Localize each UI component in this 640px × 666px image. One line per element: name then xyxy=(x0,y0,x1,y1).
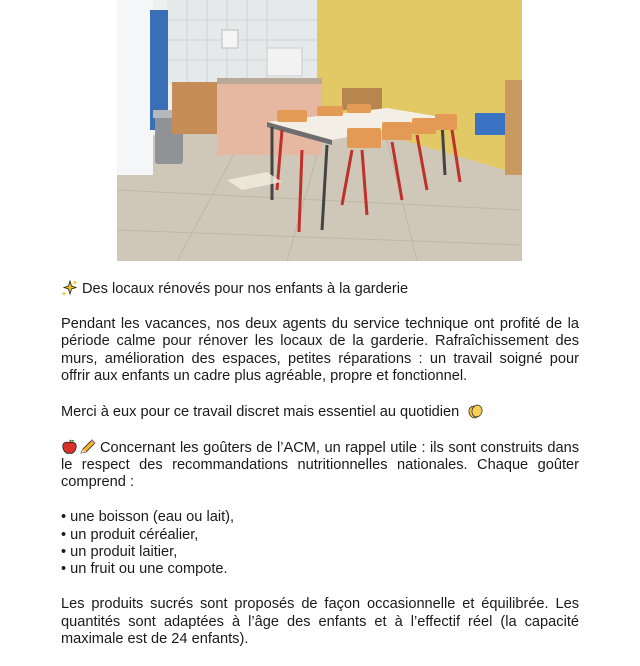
clapping-hands-icon xyxy=(467,403,484,419)
pencil-icon xyxy=(79,439,96,455)
paragraph-thanks-text: Merci à eux pour ce travail discret mais essentiel au quotidien xyxy=(61,403,460,420)
list-item: • un fruit ou une compote. xyxy=(61,561,228,578)
list-item: • une boisson (eau ou lait), xyxy=(61,509,235,526)
list-item: • un produit céréalier, xyxy=(61,526,199,543)
paragraph-renovation: Pendant les vacances, nos deux agents du service technique ont profité de la période calme pour rénover les locaux de la garderie. Rafraîchissement des murs, amélioration des espaces, petites réparations : un travail soigné pour offrir aux enfants un cadre plus agréable, propre et fonctionnel. xyxy=(61,315,579,385)
article-title xyxy=(61,280,579,298)
gouter-list xyxy=(61,509,579,579)
article-body xyxy=(61,280,579,666)
paragraph-gouters xyxy=(61,439,579,492)
sparkles-icon xyxy=(61,280,78,296)
article-title-text: Des locaux rénovés pour nos enfants à la garderie xyxy=(82,281,409,297)
list-item: • un produit laitier, xyxy=(61,544,178,561)
apple-icon xyxy=(61,439,78,455)
garderie-room-photo xyxy=(117,0,522,261)
paragraph-sucres: Les produits sucrés sont proposés de façon occasionnelle et équilibrée. Les quantités sont adaptées à l’âge des enfants et à l’effectif réel (la capacité maximale est de 24 enfants). xyxy=(61,596,579,648)
paragraph-gouters-text: Concernant les goûters de l’ACM, un rappel utile : ils sont construits dans le respect des recommandations nutritionnelles nationales. Chaque goûter comprend : xyxy=(61,439,579,491)
paragraph-thanks xyxy=(61,403,579,421)
